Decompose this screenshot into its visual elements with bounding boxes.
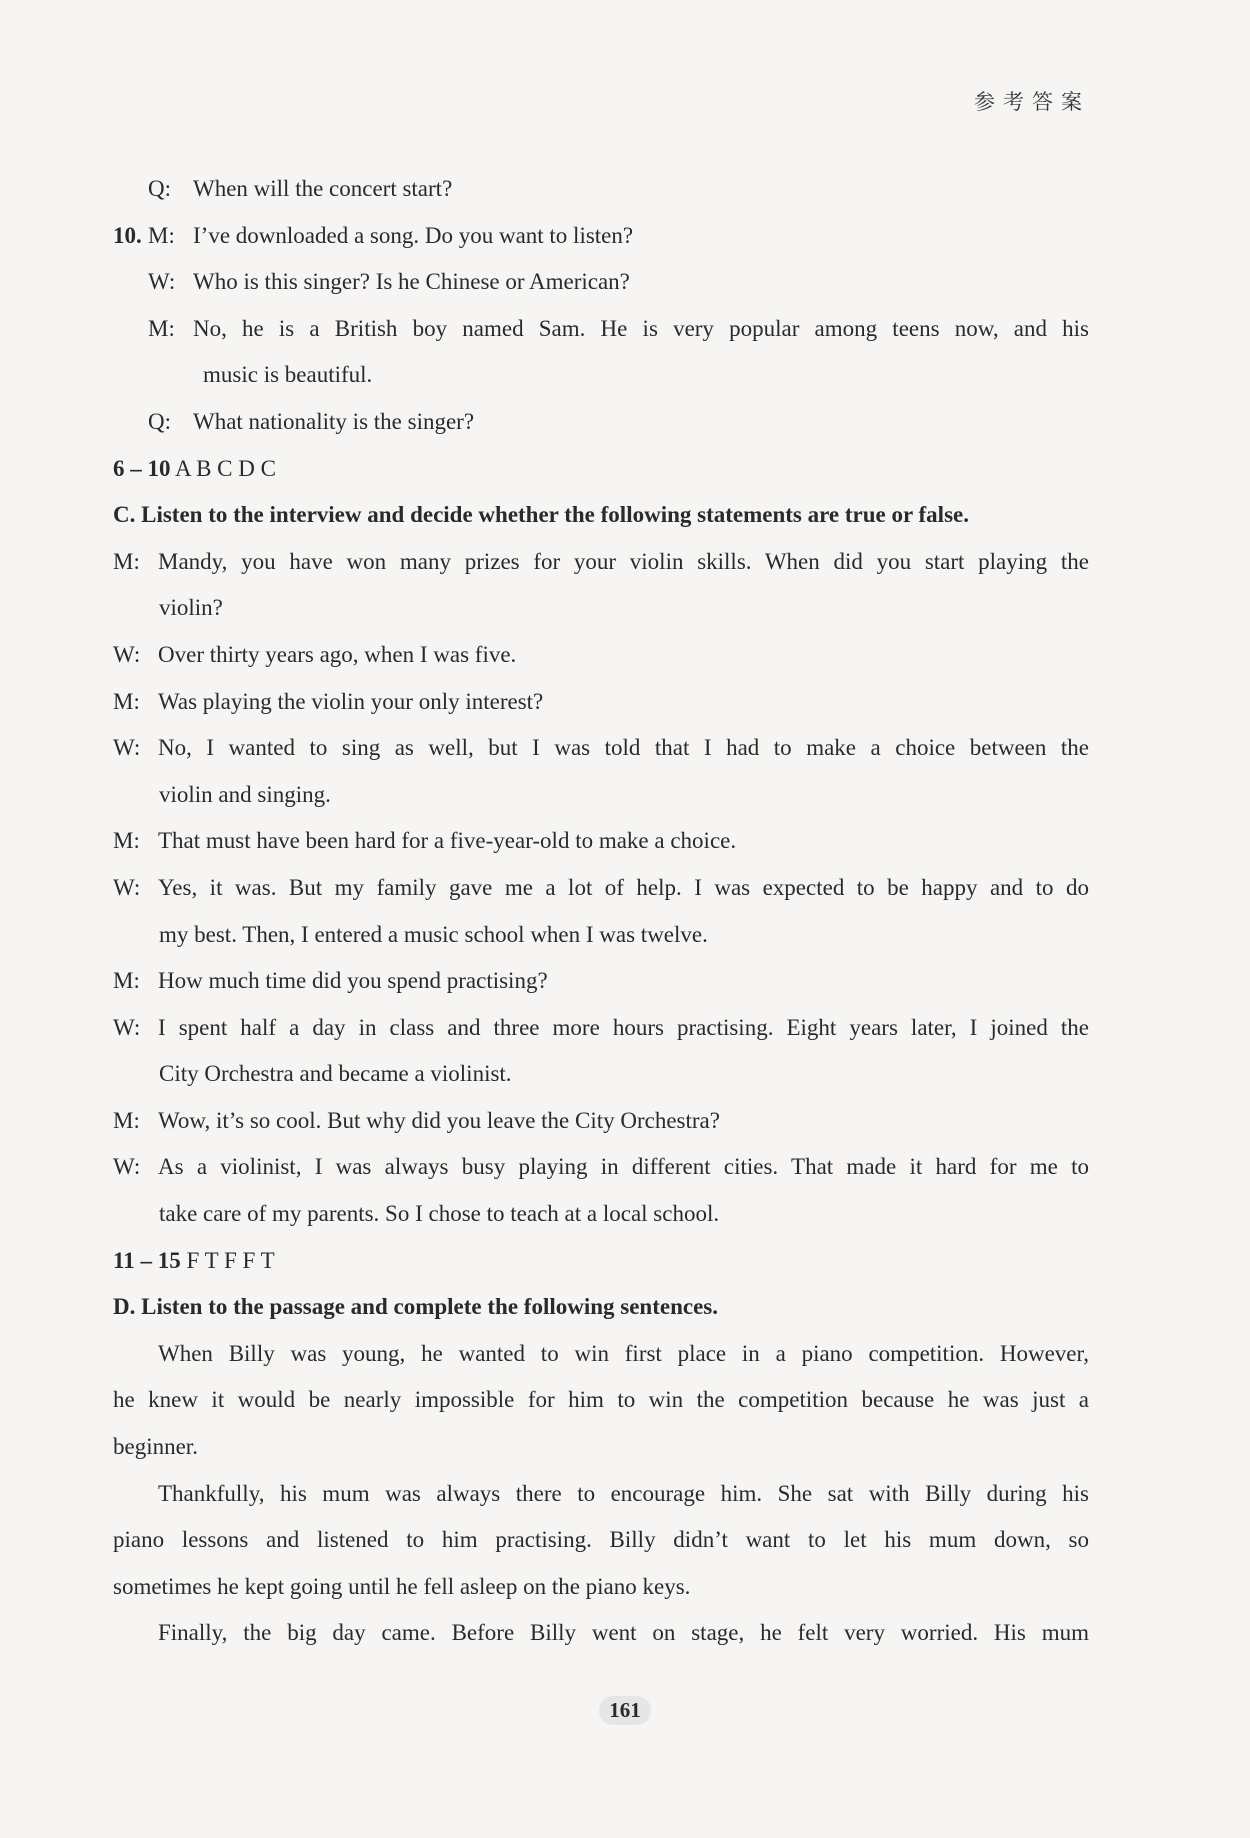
line-text: How much time did you spend practising?	[158, 968, 548, 994]
dialogue-line	[113, 306, 1089, 353]
dialogue-line	[113, 865, 1089, 912]
section-heading: D. Listen to the passage and complete the following sentences.	[113, 1294, 718, 1320]
speaker-label: M:	[148, 222, 175, 248]
speaker-label: W:	[113, 874, 141, 900]
passage-line: piano lessons and listened to him practising. Billy didn’t want to let his mum down, so	[113, 1527, 1089, 1553]
dialogue-line	[113, 912, 1089, 959]
passage-line: beginner.	[113, 1434, 198, 1460]
line-text: That must have been hard for a five-year-old to make a choice.	[158, 828, 737, 854]
speaker-label: W:	[113, 1014, 141, 1040]
passage-line: Thankfully, his mum was always there to encourage him. She sat with Billy during his	[158, 1480, 1089, 1506]
line-text: What nationality is the singer?	[193, 408, 475, 434]
line-text: Over thirty years ago, when I was five.	[158, 641, 517, 667]
speaker-label: W:	[148, 269, 176, 295]
dialogue-line	[113, 259, 1089, 306]
dialogue-line	[113, 352, 1089, 399]
passage-line: When Billy was young, he wanted to win first place in a piano competition. However,	[158, 1340, 1089, 1366]
dialogue-line	[113, 213, 1089, 260]
dialogue-line	[113, 166, 1089, 213]
speaker-label: W:	[113, 641, 141, 667]
dialogue-line	[113, 539, 1089, 586]
line-text: No, he is a British boy named Sam. He is very popular among teens now, and his	[193, 315, 1089, 341]
answer-key: A B C D C	[174, 455, 276, 481]
line-text: Was playing the violin your only interest?	[158, 688, 544, 714]
dialogue-line	[113, 1005, 1089, 1052]
dialogue-line	[113, 1191, 1089, 1238]
dialogue-line	[113, 725, 1089, 772]
dialogue-line	[113, 585, 1089, 632]
line-text: City Orchestra and became a violinist.	[159, 1061, 512, 1087]
dialogue-line	[113, 632, 1089, 679]
answer-line	[113, 446, 1089, 493]
speaker-label: Q:	[148, 176, 171, 201]
dialogue-line	[113, 1098, 1089, 1145]
speaker-label: M:	[148, 315, 175, 341]
line-text: Who is this singer? Is he Chinese or American?	[193, 269, 630, 295]
answer-range: 6 – 10	[113, 455, 171, 481]
line-text: No, I wanted to sing as well, but I was told that I had to make a choice between the	[158, 735, 1089, 761]
line-text: As a violinist, I was always busy playing in different cities. That made it hard for me to	[158, 1154, 1089, 1180]
question-number: 10.	[113, 222, 142, 248]
answer-range: 11 – 15	[113, 1247, 181, 1273]
speaker-label: M:	[113, 548, 140, 574]
page-header: 参考答案	[974, 90, 1090, 114]
answer-content	[113, 166, 1089, 1657]
line-text: my best. Then, I entered a music school when I was twelve.	[159, 921, 708, 947]
line-text: I spent half a day in class and three more hours practising. Eight years later, I joined the	[158, 1014, 1089, 1040]
passage-line: he knew it would be nearly impossible for him to win the competition because he was just a	[113, 1387, 1089, 1413]
dialogue-line	[113, 772, 1089, 819]
line-text: violin?	[159, 595, 223, 621]
line-text: When will the concert start?	[193, 176, 453, 201]
line-text: violin and singing.	[159, 781, 331, 807]
speaker-label: M:	[113, 828, 140, 854]
speaker-label: W:	[113, 1154, 141, 1180]
passage-line: Finally, the big day came. Before Billy went on stage, he felt very worried. His mum	[158, 1620, 1089, 1646]
speaker-label: Q:	[148, 408, 171, 434]
dialogue-line	[113, 958, 1089, 1005]
dialogue-line	[113, 1051, 1089, 1098]
dialogue-line	[113, 399, 1089, 446]
line-text: Yes, it was. But my family gave me a lot of help. I was expected to be happy and to do	[158, 874, 1089, 900]
page-footer	[0, 1696, 1250, 1725]
speaker-label: M:	[113, 688, 140, 714]
dialogue-line	[113, 1144, 1089, 1191]
answer-key: F T F F T	[186, 1247, 275, 1273]
line-text: Wow, it’s so cool. But why did you leave the City Orchestra?	[158, 1107, 720, 1133]
speaker-label: M:	[113, 968, 140, 994]
answer-line	[113, 1238, 1089, 1285]
dialogue-line	[113, 818, 1089, 865]
line-text: take care of my parents. So I chose to teach at a local school.	[159, 1201, 720, 1227]
passage-line: sometimes he kept going until he fell asleep on the piano keys.	[113, 1573, 691, 1599]
speaker-label: W:	[113, 735, 141, 761]
line-text: music is beautiful.	[203, 362, 373, 388]
line-text: Mandy, you have won many prizes for your violin skills. When did you start playing the	[158, 548, 1089, 574]
speaker-label: M:	[113, 1107, 140, 1133]
dialogue-line	[113, 679, 1089, 726]
line-text: I’ve downloaded a song. Do you want to listen?	[193, 222, 634, 248]
page-number: 161	[599, 1696, 651, 1725]
section-heading: C. Listen to the interview and decide whether the following statements are true or false.	[113, 502, 969, 528]
